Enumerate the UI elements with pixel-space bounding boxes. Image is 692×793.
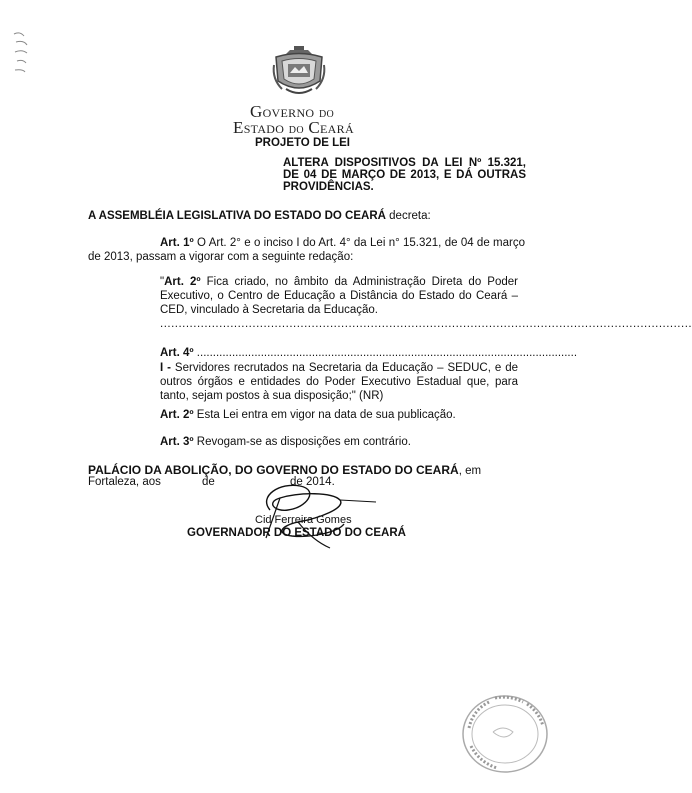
article-label: Art. 2º (160, 409, 194, 421)
article-label: Art. 1º (160, 237, 194, 249)
article-2 (160, 409, 520, 421)
letterhead-estado (233, 118, 354, 138)
closing-rest: , em (458, 465, 482, 477)
article-label: Art. 4º (160, 347, 194, 359)
letterhead-word: STADO (243, 122, 285, 136)
signatory-title: GOVERNADOR DO ESTADO DO CEARÁ (187, 527, 406, 539)
letterhead-cap: G (250, 102, 263, 121)
closing-year: de 2014. (290, 476, 335, 488)
ellipsis-line: ................................................................................................................................................ (160, 318, 692, 330)
quote-mark: " (160, 276, 165, 288)
closing-de: de (202, 476, 215, 488)
article-text: O Art. 2° e o inciso I do Art. 4° da Lei n° 15.321, de 04 de março de 2013, passam a vigorar com a seguinte redação: (88, 237, 525, 263)
closing-bold: PALÁCIO DA ABOLIÇÃO, DO GOVERNO DO ESTADO DO CEARÁ (88, 463, 459, 477)
quoted-article-4-inciso (160, 361, 518, 403)
quoted-article-4-heading (160, 347, 578, 359)
letterhead-small-word: DO (318, 109, 334, 120)
signatory-name: Cid Ferreira Gomes (255, 514, 352, 526)
preamble-bold: A ASSEMBLÉIA LEGISLATIVA DO ESTADO DO CEARÁ (88, 210, 386, 222)
article-text: Revogam-se as disposições em contrário. (193, 436, 411, 448)
margin-handwritten-mark (10, 28, 32, 78)
letterhead-cap: C (308, 118, 321, 137)
preamble (88, 210, 431, 222)
closing-city: Fortaleza, aos (88, 476, 161, 488)
inciso-label: I - (160, 362, 171, 374)
article-text: Fica criado, no âmbito da Administração Direta do Poder Executivo, o Centro de Educação a Distância do Estado do Ceará – CED, vinculado à Secretaria da Educação. (160, 276, 518, 316)
circular-stamp-icon (455, 688, 551, 776)
article-label: Art. 2º (164, 276, 201, 288)
ementa: ALTERA DISPOSITIVOS DA LEI Nº 15.321, DE 04 DE MARÇO DE 2013, E DÁ OUTRAS PROVIDÊNCIAS. (283, 157, 526, 193)
article-label: Art. 3º (160, 436, 194, 448)
coat-of-arms-icon (272, 45, 326, 97)
quoted-article-2 (160, 275, 518, 317)
letterhead-small-word: DO (288, 125, 304, 136)
article-1 (88, 236, 525, 264)
inciso-text: Servidores recrutados na Secretaria da Educação – SEDUC, e de outros órgãos e entidades do Poder Executivo Estadual que, para tanto, sejam postos à sua disposição;" (NR) (160, 362, 518, 402)
letterhead-word: OVERNO (262, 106, 315, 120)
preamble-rest: decreta: (385, 210, 431, 222)
letterhead-word: EARÁ (320, 122, 354, 136)
article-3 (160, 436, 520, 448)
letterhead-cap: E (233, 118, 244, 137)
article-text: Esta Lei entra em vigor na data de sua publicação. (193, 409, 456, 421)
doc-type-title: PROJETO DE LEI (255, 137, 351, 149)
ellipsis: ....................................................................................................................... (193, 347, 578, 359)
